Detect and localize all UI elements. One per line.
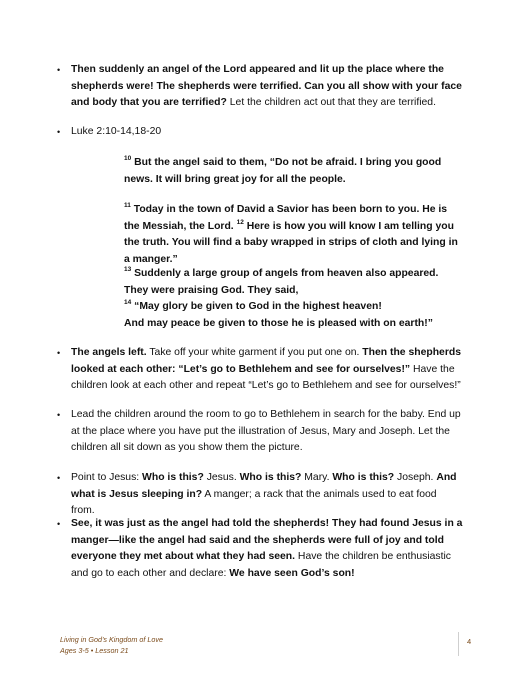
verse-14 [124, 299, 464, 316]
bullet-text: Lead the children around the room to go to Bethlehem in search for the baby. End up at the place where you have put the illustration of Jesus, Mary and Joseph. Let the children all sit down as you show them the picture. [71, 409, 461, 454]
bullet-text-bold: The angels left. [71, 347, 147, 358]
bullet-text-bold: Who is this? [332, 472, 395, 483]
bullet-marker: • [57, 348, 61, 358]
verse-14-line2: And may peace be given to those he is pleased with on earth!” [124, 317, 433, 329]
verse-10 [124, 155, 464, 188]
scripture-passage [124, 155, 464, 188]
bullet-marker: • [57, 127, 61, 137]
bullet-point-to-jesus [57, 470, 463, 520]
bullet-marker: • [57, 473, 61, 483]
bullet-angel-appears [57, 62, 463, 112]
bullet-text: A manger; a rack that the animals used to eat food from. [71, 488, 437, 517]
bullet-text: Joseph. [394, 472, 437, 483]
bullet-text: Mary. [301, 472, 333, 483]
scripture-reference: Luke 2:10-14,18-20 [71, 126, 162, 137]
bullet-text: Have the children be enthusiastic and go to each other and declare: [71, 551, 451, 579]
bullet-text-bold: See, it was just as the angel had told the shepherds! They had found Jesus in a manger—like the angel had said and the shepherds were full of joy and told everyone they met about what they had seen. [71, 518, 463, 563]
bullet-text-bold: Then the shepherds looked at each other: “Let’s go to Bethlehem and see for ourselves!” [71, 347, 462, 375]
bullet-text-bold: Who is this? [142, 472, 204, 483]
bullet-marker: • [57, 519, 61, 529]
verse-number: 13 [124, 266, 132, 273]
footer-course-info [60, 634, 163, 656]
bullet-text: Jesus. [203, 472, 240, 483]
footer-subtitle: Ages 3-5 • Lesson 21 [60, 646, 129, 655]
bullet-see-it-was [57, 516, 463, 582]
verse-text: Suddenly a large group of angels from heaven also appeared. They were praising God. They said, [124, 268, 439, 296]
scripture-passage [124, 202, 464, 268]
footer-divider [458, 632, 459, 656]
verse-text: “May glory be given to God in the highest heaven! [131, 301, 382, 313]
verse-text: But the angel said to them, “Do not be afraid. I bring you good news. It will bring great joy for all the people. [124, 157, 442, 185]
bullet-text: Have the children look at each other and repeat “Let’s go to Bethlehem and see for ourselves!” [71, 363, 461, 392]
verse-number: 14 [124, 299, 132, 307]
bullet-text-bold: We have seen God’s son! [229, 567, 355, 579]
bullet-text-bold: Who is this? [239, 472, 302, 483]
bullet-marker: • [57, 410, 61, 420]
verse-11-12 [124, 202, 464, 268]
verse-text: Here is how you will know I am telling you the truth. You will find a baby wrapped in strips of cloth and lying in a manger.” [124, 220, 458, 265]
page-number: 4 [467, 637, 472, 646]
bullet-lead-children [57, 407, 463, 457]
bullet-text-bold: And what is Jesus sleeping in? [71, 472, 457, 500]
footer-title: Living in God’s Kingdom of Love [60, 635, 163, 644]
verse-number: 11 [124, 202, 131, 209]
verse-number: 10 [124, 155, 132, 162]
verse-number: 12 [236, 218, 244, 226]
scripture-passage [124, 266, 464, 332]
bullet-angels-left [57, 345, 463, 395]
bullet-marker: • [57, 65, 61, 75]
verse-text: Today in the town of David a Savior has been born to you. He is the Messiah, the Lord. [124, 204, 448, 232]
bullet-text: Let the children act out that they are terrified. [226, 97, 436, 109]
bullet-scripture-ref [57, 124, 463, 141]
bullet-text: Point to Jesus: [71, 472, 143, 483]
bullet-text: Take off your white garment if you put one on. [146, 347, 363, 358]
bullet-text-bold: Then suddenly an angel of the Lord appeared and lit up the place where the shepherds were! The shepherds were terrified. Can you all show with your face and body that you are terrified? [71, 64, 462, 109]
verse-13 [124, 266, 464, 299]
